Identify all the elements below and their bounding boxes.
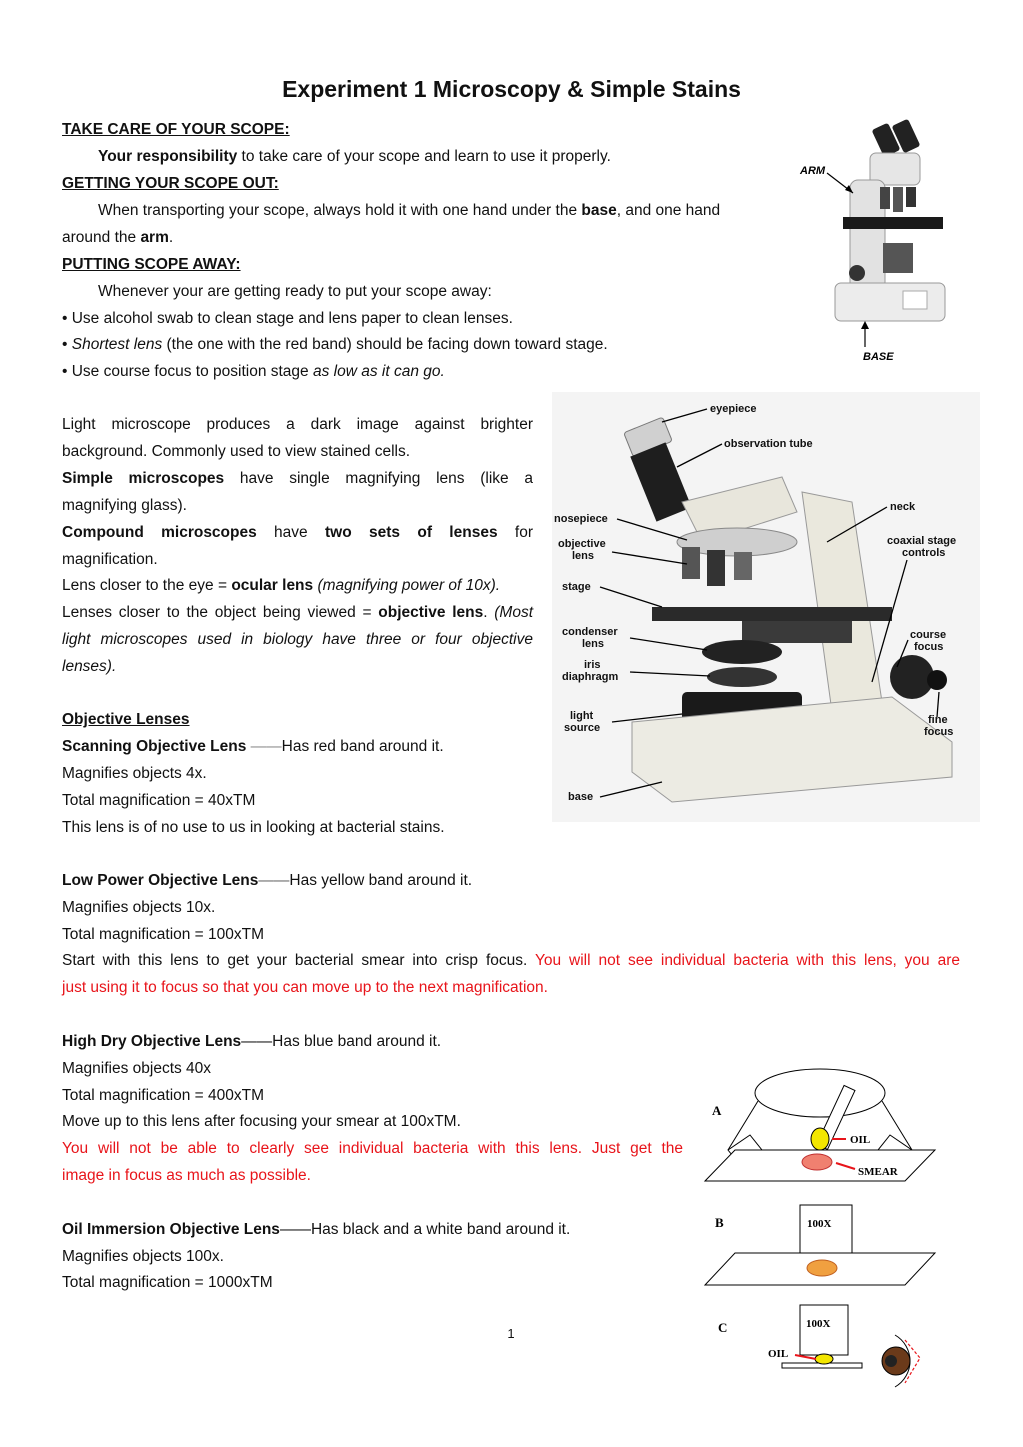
small-scope-stage [843,217,943,229]
low-power-lens-start: Start with this lens to get your bacterial smear into crisp focus. You will not see individual bacteria with this lens, you are [62,952,960,969]
labeled-microscope-figure [552,392,980,822]
diagram-label-a: A [712,1103,722,1118]
page-number: 1 [507,1326,515,1341]
diagram-b-100x-label: 100X [807,1218,832,1230]
getting-scope-heading: GETTING YOUR SCOPE OUT: [62,175,279,192]
label-light-2: source [564,722,601,734]
putting-away-bullet-1: • Use alcohol swab to clean stage and lens paper to clean lenses. [62,310,513,327]
small-scope-label-plate [903,291,927,309]
stage-mechanism [742,621,852,643]
diagram-label-c: C [718,1320,728,1335]
oil-immersion-lens-mag: Magnifies objects 100x. [62,1248,224,1265]
diagram-c-objective [800,1305,848,1355]
take-care-heading: TAKE CARE OF YOUR SCOPE: [62,121,290,138]
arm-label: ARM [800,165,826,177]
oil-immersion-diagram [700,1065,940,1415]
compound-microscopes-line: Compound microscopes have two sets of lenses for [62,524,533,541]
small-scope-focus-knob [849,265,865,281]
diagram-a-smear-label: SMEAR [858,1166,898,1178]
small-scope-base [835,283,945,321]
label-coaxial-2: controls [902,547,946,559]
label-course-2: focus [914,641,944,653]
high-dry-lens-move: Move up to this lens after focusing your smear at 100xTM. [62,1113,461,1130]
objective-lens-line-2: light microscopes used in biology have three or four objective [62,631,533,648]
diagram-a-light-cone-top [755,1069,885,1117]
low-power-lens-title: Low Power Objective Lens——Has yellow band around it. [62,872,473,889]
intro-line-1: Light microscope produces a dark image against brighter [62,416,533,433]
low-power-lens-total: Total magnification = 100xTM [62,926,265,943]
simple-microscopes-line-2: magnifying glass). [62,497,187,514]
label-course-1: course [910,629,947,641]
high-dry-lens-red-note-2: image in focus as much as possible. [62,1167,311,1184]
scanning-lens-total: Total magnification = 40xTM [62,792,256,809]
take-care-text: Your responsibility to take care of your scope and learn to use it properly. [98,148,611,165]
high-dry-lens-total: Total magnification = 400xTM [62,1087,265,1104]
label-neck: neck [890,501,916,513]
objective-lens-line-3: lenses). [62,658,117,675]
getting-scope-line1: When transporting your scope, always hold it with one hand under the base, and one hand [98,202,721,219]
diagram-b-objective [800,1205,852,1257]
label-observation-tube: observation tube [724,438,813,450]
small-microscope-figure [795,115,955,370]
label-stage: stage [562,581,591,593]
course-focus-knob [890,655,934,699]
oil-immersion-lens-total: Total magnification = 1000xTM [62,1274,273,1291]
putting-away-bullet-2: • Shortest lens (the one with the red band) should be facing down toward stage. [62,336,608,353]
label-fine-2: focus [924,726,954,738]
label-objective-2: lens [572,550,595,562]
compound-microscopes-line-2: magnification. [62,551,158,568]
label-light-1: light [570,710,594,722]
iris-diaphragm [707,667,777,687]
low-power-lens-mag: Magnifies objects 10x. [62,899,216,916]
diagram-c-oil-arrow [795,1355,816,1359]
stage [652,607,892,621]
diagram-c-oil-drop [815,1354,833,1364]
scanning-lens-note: This lens is of no use to us in looking at bacterial stains. [62,819,445,836]
ocular-lens-line: Lens closer to the eye = ocular lens (magnifying power of 10x). [62,577,501,594]
diagram-b-smear [807,1260,837,1276]
label-objective-1: objective [558,538,606,550]
label-coaxial-1: coaxial stage [887,535,957,547]
small-scope-condenser [883,243,913,273]
putting-away-intro: Whenever your are getting ready to put your scope away: [98,283,492,300]
diagram-a-oil-label: OIL [850,1134,871,1146]
low-power-lens-red-note: just using it to focus so that you can move up to the next magnification. [62,979,548,996]
label-iris-1: iris [584,659,601,671]
getting-scope-line2: around the arm. [62,229,174,246]
high-dry-lens-red-note-1: You will not be able to clearly see individual bacteria with this lens. Just get the [62,1140,683,1157]
page-title: Experiment 1 Microscopy & Simple Stains [282,76,741,102]
objective-lens-line: Lenses closer to the object being viewed = objective lens. (Most [62,604,534,621]
label-condenser-1: condenser [562,626,618,638]
diagram-a-smear [802,1154,832,1170]
label-fine-1: fine [928,714,948,726]
intro-line-2: background. Commonly used to view stained cells. [62,443,411,460]
objective-lenses-heading: Objective Lenses [62,711,190,728]
small-scope-eyepieces [872,119,921,158]
putting-away-bullet-3: • Use course focus to position stage as low as it can go. [62,363,445,380]
label-condenser-2: lens [582,638,605,650]
condenser [702,640,782,664]
putting-away-heading: PUTTING SCOPE AWAY: [62,256,241,273]
small-scope-objectives [880,187,916,212]
high-dry-lens-title: High Dry Objective Lens——Has blue band around it. [62,1033,442,1050]
diagram-c-100x-label: 100X [806,1318,831,1330]
label-eyepiece: eyepiece [710,403,757,415]
scanning-lens-mag: Magnifies objects 4x. [62,765,207,782]
eye-icon [882,1335,920,1387]
diagram-label-b: B [715,1215,724,1230]
scanning-lens-title: Scanning Objective Lens ——Has red band around it. [62,738,444,755]
fine-focus-knob [927,670,947,690]
diagram-c-oil-label: OIL [768,1348,789,1360]
high-dry-lens-mag: Magnifies objects 40x [62,1060,212,1077]
label-iris-2: diaphragm [562,671,619,683]
diagram-a-oil-drop [811,1128,829,1150]
label-base: base [568,791,594,803]
label-nosepiece: nosepiece [554,513,608,525]
oil-immersion-lens-title: Oil Immersion Objective Lens——Has black and a white band around it. [62,1221,571,1238]
base-label: BASE [863,351,894,363]
simple-microscopes-line: Simple microscopes have single magnifying lens (like a [62,470,533,487]
